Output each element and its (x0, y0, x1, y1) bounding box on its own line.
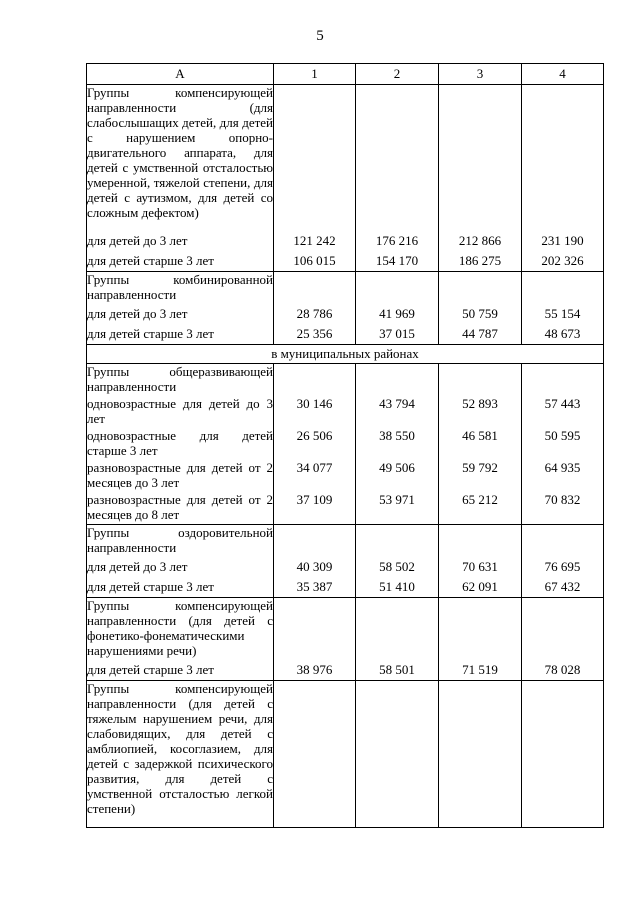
col-header-2: 2 (356, 64, 439, 85)
cell-value: 52 893 (462, 396, 498, 411)
cell-value: 50 759 (462, 306, 498, 321)
cell-value: 65 212 (462, 492, 498, 507)
row-label: одновозрастные для детей до 3 лет (87, 396, 273, 426)
cell-value: 46 581 (462, 428, 498, 443)
row-label: для детей старше 3 лет (87, 326, 214, 341)
cell-value: 37 109 (296, 492, 333, 507)
row-label: для детей до 3 лет (87, 233, 188, 248)
group-block (87, 681, 604, 828)
cell-value: 57 443 (544, 396, 581, 411)
group-block (87, 525, 604, 598)
row-label: разновозрастные для детей от 2 месяцев до 3 лет (87, 460, 273, 490)
cell-value: 70 832 (544, 492, 581, 507)
cell-value: 67 432 (544, 579, 581, 594)
cell-value: 106 015 (293, 253, 336, 268)
cell-value: 59 792 (462, 460, 498, 475)
cell-value: 58 502 (379, 559, 415, 574)
cell-value: 154 170 (375, 253, 419, 268)
cell-value: 62 091 (462, 579, 498, 594)
cell-value: 37 015 (379, 326, 415, 341)
cell-value: 44 787 (462, 326, 498, 341)
group-title: Группы компенсирующей направленности (для слабослышащих детей, для детей с нарушением опорно-двигательного аппарата, для детей с умственной отсталостью умеренной, тяжелой степени, для детей с аутизмом, для детей со сложным дефектом) (87, 85, 273, 220)
cell-value: 43 794 (379, 396, 415, 411)
row-label: одновозрастные для детей старше 3 лет (87, 428, 273, 458)
row-label: для детей до 3 лет (87, 306, 188, 321)
cell-value: 186 275 (458, 253, 502, 268)
section-title: в муниципальных районах (87, 345, 604, 364)
group-block (87, 598, 604, 681)
cell-value: 78 028 (544, 662, 581, 677)
row-label: для детей старше 3 лет (87, 253, 214, 268)
cell-value: 202 326 (541, 253, 584, 268)
section-row (87, 345, 604, 364)
cell-value: 231 190 (541, 233, 584, 248)
cell-value: 212 866 (458, 233, 502, 248)
cell-value: 38 976 (296, 662, 333, 677)
cell-value: 50 595 (544, 428, 581, 443)
cell-value: 70 631 (462, 559, 498, 574)
cell-value: 49 506 (379, 460, 415, 475)
group-title: Группы общеразвивающей направленности (87, 364, 273, 394)
cell-value: 55 154 (544, 306, 581, 321)
cell-value: 121 242 (293, 233, 336, 248)
cell-value: 28 786 (296, 306, 333, 321)
cell-value: 64 935 (544, 460, 581, 475)
group-title: Группы компенсирующей направленности (для детей с тяжелым нарушением речи, для слабовидящих, для детей с амблиопией, косоглазием, для детей с задержкой психического развития, для детей с умственной отсталостью легкой степени) (87, 681, 273, 816)
cell-value: 71 519 (462, 662, 498, 677)
cell-value: 25 356 (296, 326, 333, 341)
tariff-table (86, 63, 604, 828)
cell-value: 40 309 (296, 559, 333, 574)
cell-value: 30 146 (296, 396, 333, 411)
cell-value: 26 506 (296, 428, 333, 443)
cell-value: 76 695 (544, 559, 581, 574)
header-row (87, 64, 604, 85)
group-block (87, 85, 604, 272)
cell-value: 48 673 (544, 326, 581, 341)
col-header-4: 4 (522, 64, 604, 85)
cell-value: 176 216 (375, 233, 419, 248)
group-block (87, 364, 604, 525)
cell-value: 38 550 (379, 428, 415, 443)
group-title: Группы оздоровительной направленности (87, 525, 273, 555)
col-header-3: 3 (439, 64, 522, 85)
cell-value: 34 077 (296, 460, 333, 475)
group-title: Группы комбинированной направленности (87, 272, 273, 302)
col-header-1: 1 (274, 64, 356, 85)
group-block (87, 272, 604, 345)
cell-value: 41 969 (379, 306, 415, 321)
col-header-a: А (87, 64, 274, 85)
row-label: для детей старше 3 лет (87, 662, 214, 677)
cell-value: 53 971 (379, 492, 415, 507)
cell-value: 51 410 (379, 579, 415, 594)
row-label: разновозрастные для детей от 2 месяцев до 8 лет (87, 492, 273, 522)
group-title: Группы компенсирующей направленности (для детей с фонетико-фонематическими нарушениями речи) (87, 598, 273, 658)
row-label: для детей до 3 лет (87, 559, 188, 574)
page-number: 5 (316, 28, 324, 44)
row-label: для детей старше 3 лет (87, 579, 214, 594)
cell-value: 58 501 (379, 662, 415, 677)
cell-value: 35 387 (296, 579, 333, 594)
